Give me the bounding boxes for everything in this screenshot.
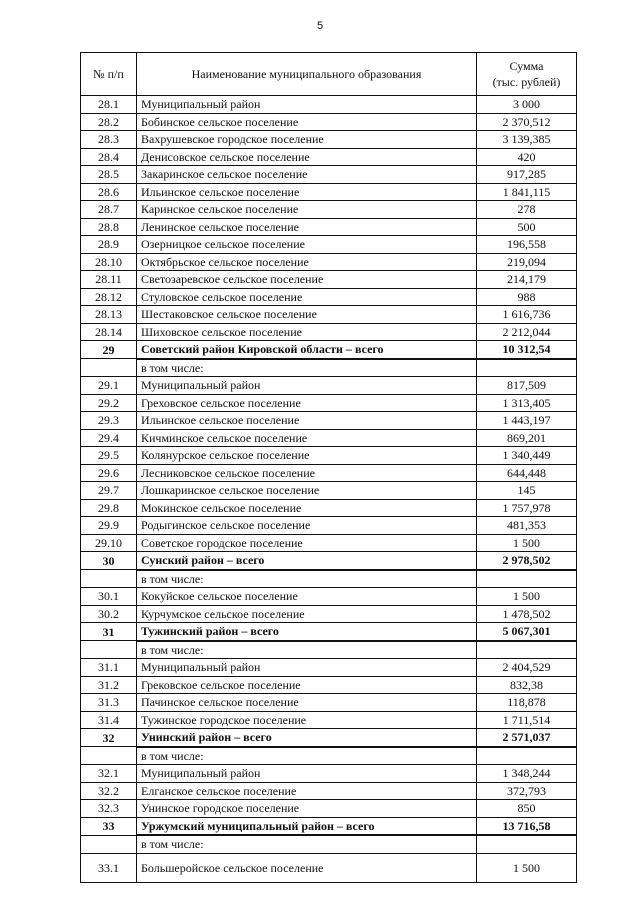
table-row	[81, 588, 577, 606]
row-sum: 420	[477, 148, 577, 166]
row-number: 28.13	[81, 306, 137, 324]
row-name: Каринское сельское поселение	[137, 201, 477, 219]
row-number: 31.2	[81, 676, 137, 694]
row-sum: 917,285	[477, 166, 577, 184]
row-sum: 2 571,037	[477, 729, 577, 747]
row-name: Шиховское сельское поселение	[137, 323, 477, 341]
row-name: Колянурское сельское поселение	[137, 447, 477, 465]
table-row	[81, 183, 577, 201]
table-row	[81, 676, 577, 694]
table-row	[81, 341, 577, 359]
header-sum	[477, 53, 577, 96]
row-sum	[477, 570, 577, 588]
row-name: Пачинское сельское поселение	[137, 694, 477, 712]
row-sum: 1 443,197	[477, 412, 577, 430]
row-sum: 372,793	[477, 782, 577, 800]
row-number: 28.3	[81, 131, 137, 149]
row-number: 28.11	[81, 271, 137, 289]
table-row	[81, 236, 577, 254]
header-num: № п/п	[81, 53, 137, 96]
row-name: в том числе:	[137, 570, 477, 588]
row-number: 28.12	[81, 288, 137, 306]
row-number: 28.10	[81, 253, 137, 271]
row-sum: 481,353	[477, 517, 577, 535]
table-row	[81, 623, 577, 641]
row-number: 28.9	[81, 236, 137, 254]
row-number: 28.8	[81, 218, 137, 236]
table-row	[81, 659, 577, 677]
row-name: Ленинское сельское поселение	[137, 218, 477, 236]
row-number: 28.6	[81, 183, 137, 201]
table-row	[81, 765, 577, 783]
table-row	[81, 641, 577, 659]
row-name: Муниципальный район	[137, 377, 477, 395]
row-sum: 500	[477, 218, 577, 236]
table-row	[81, 782, 577, 800]
table-row	[81, 113, 577, 131]
row-number: 32	[81, 729, 137, 747]
row-sum: 214,179	[477, 271, 577, 289]
row-sum: 1 478,502	[477, 605, 577, 623]
row-sum	[477, 359, 577, 377]
row-number: 31	[81, 623, 137, 641]
row-sum: 1 500	[477, 853, 577, 882]
header-sum-line1: Сумма	[509, 59, 544, 73]
row-name: Родыгинское сельское поселение	[137, 517, 477, 535]
row-number: 31.4	[81, 711, 137, 729]
row-sum: 1 313,405	[477, 394, 577, 412]
table-row	[81, 429, 577, 447]
row-sum: 219,094	[477, 253, 577, 271]
row-sum: 3 000	[477, 96, 577, 114]
row-name: Елганское сельское поселение	[137, 782, 477, 800]
row-sum: 13 716,58	[477, 817, 577, 835]
table-row	[81, 835, 577, 853]
row-sum: 5 067,301	[477, 623, 577, 641]
row-number: 32.2	[81, 782, 137, 800]
row-sum	[477, 747, 577, 765]
table-row	[81, 394, 577, 412]
row-number: 30.2	[81, 605, 137, 623]
row-sum	[477, 835, 577, 853]
row-number: 29.6	[81, 464, 137, 482]
row-number: 29.5	[81, 447, 137, 465]
row-sum: 1 757,978	[477, 499, 577, 517]
table-row	[81, 131, 577, 149]
table-row	[81, 517, 577, 535]
row-name: Мокинское сельское поселение	[137, 499, 477, 517]
table-row	[81, 218, 577, 236]
row-name: Озерницкое сельское поселение	[137, 236, 477, 254]
table-row	[81, 201, 577, 219]
table-row	[81, 499, 577, 517]
row-name: Советский район Кировской области – всего	[137, 341, 477, 359]
row-sum: 1 500	[477, 588, 577, 606]
row-name: Стуловское сельское поселение	[137, 288, 477, 306]
row-sum: 832,38	[477, 676, 577, 694]
row-number: 28.5	[81, 166, 137, 184]
table-row	[81, 552, 577, 570]
table-row	[81, 377, 577, 395]
row-number: 29.7	[81, 482, 137, 500]
row-sum: 1 348,244	[477, 765, 577, 783]
row-sum: 278	[477, 201, 577, 219]
row-number: 33.1	[81, 853, 137, 882]
row-sum: 2 404,529	[477, 659, 577, 677]
row-name: в том числе:	[137, 641, 477, 659]
row-sum: 1 711,514	[477, 711, 577, 729]
row-number: 28.14	[81, 323, 137, 341]
row-name: Ильинское сельское поселение	[137, 412, 477, 430]
row-name: Кокуйское сельское поселение	[137, 588, 477, 606]
row-number: 29	[81, 341, 137, 359]
table-row	[81, 447, 577, 465]
row-number: 31.3	[81, 694, 137, 712]
row-name: в том числе:	[137, 835, 477, 853]
row-sum: 196,558	[477, 236, 577, 254]
row-number	[81, 570, 137, 588]
header-sum-line2: (тыс. рублей)	[492, 75, 561, 89]
table-row	[81, 148, 577, 166]
header-name: Наименование муниципального образования	[137, 53, 477, 96]
row-number	[81, 641, 137, 659]
table-row	[81, 412, 577, 430]
row-number: 28.7	[81, 201, 137, 219]
row-number: 33	[81, 817, 137, 835]
row-name: Тужинское городское поселение	[137, 711, 477, 729]
row-sum: 869,201	[477, 429, 577, 447]
row-name: Унинское городское поселение	[137, 800, 477, 818]
row-name: Кичминское сельское поселение	[137, 429, 477, 447]
row-number: 29.8	[81, 499, 137, 517]
row-number: 31.1	[81, 659, 137, 677]
row-number	[81, 747, 137, 765]
row-name: Шестаковское сельское поселение	[137, 306, 477, 324]
row-number: 29.1	[81, 377, 137, 395]
table-header-row	[81, 53, 577, 96]
row-name: Унинский район – всего	[137, 729, 477, 747]
row-name: Уржумский муниципальный район – всего	[137, 817, 477, 835]
row-sum: 1 500	[477, 534, 577, 552]
row-number	[81, 359, 137, 377]
row-name: Курчумское сельское поселение	[137, 605, 477, 623]
row-number: 32.3	[81, 800, 137, 818]
row-number: 29.3	[81, 412, 137, 430]
row-number: 28.4	[81, 148, 137, 166]
row-number: 28.2	[81, 113, 137, 131]
table-row	[81, 96, 577, 114]
row-name: в том числе:	[137, 359, 477, 377]
table-row	[81, 853, 577, 882]
row-name: Октябрьское сельское поселение	[137, 253, 477, 271]
row-sum: 118,878	[477, 694, 577, 712]
row-name: Советское городское поселение	[137, 534, 477, 552]
row-number: 29.4	[81, 429, 137, 447]
table-row	[81, 694, 577, 712]
row-number: 29.2	[81, 394, 137, 412]
table-row	[81, 464, 577, 482]
row-sum: 817,509	[477, 377, 577, 395]
table-row	[81, 800, 577, 818]
table-row	[81, 534, 577, 552]
row-sum: 1 616,736	[477, 306, 577, 324]
row-name: Сунский район – всего	[137, 552, 477, 570]
table-row	[81, 323, 577, 341]
table-row	[81, 288, 577, 306]
row-number	[81, 835, 137, 853]
row-name: Лесниковское сельское поселение	[137, 464, 477, 482]
row-name: Муниципальный район	[137, 96, 477, 114]
row-name: Бобинское сельское поселение	[137, 113, 477, 131]
table-row	[81, 359, 577, 377]
table-row	[81, 306, 577, 324]
row-number: 29.9	[81, 517, 137, 535]
row-sum: 988	[477, 288, 577, 306]
page-number: 5	[316, 20, 324, 32]
row-sum: 850	[477, 800, 577, 818]
row-number: 30	[81, 552, 137, 570]
row-name: в том числе:	[137, 747, 477, 765]
municipal-budget-table	[80, 52, 577, 883]
table-row	[81, 570, 577, 588]
table-row	[81, 817, 577, 835]
table-row	[81, 747, 577, 765]
row-number: 32.1	[81, 765, 137, 783]
table-body	[81, 96, 577, 883]
row-name: Муниципальный район	[137, 765, 477, 783]
row-name: Грековское сельское поселение	[137, 676, 477, 694]
table-row	[81, 166, 577, 184]
table-row	[81, 253, 577, 271]
row-sum: 1 340,449	[477, 447, 577, 465]
row-name: Ильинское сельское поселение	[137, 183, 477, 201]
table-row	[81, 729, 577, 747]
row-name: Вахрушевское городское поселение	[137, 131, 477, 149]
row-name: Большеройское сельское поселение	[137, 853, 477, 882]
row-sum: 2 370,512	[477, 113, 577, 131]
row-name: Греховское сельское поселение	[137, 394, 477, 412]
row-name: Лошкаринское сельское поселение	[137, 482, 477, 500]
row-name: Денисовское сельское поселение	[137, 148, 477, 166]
row-number: 30.1	[81, 588, 137, 606]
row-name: Тужинский район – всего	[137, 623, 477, 641]
row-name: Закаринское сельское поселение	[137, 166, 477, 184]
row-name: Муниципальный район	[137, 659, 477, 677]
row-sum: 10 312,54	[477, 341, 577, 359]
row-name: Светозаревское сельское поселение	[137, 271, 477, 289]
row-sum: 2 212,044	[477, 323, 577, 341]
row-number: 29.10	[81, 534, 137, 552]
row-sum: 1 841,115	[477, 183, 577, 201]
row-sum: 3 139,385	[477, 131, 577, 149]
row-sum: 145	[477, 482, 577, 500]
table-row	[81, 271, 577, 289]
table-row	[81, 711, 577, 729]
row-sum: 644,448	[477, 464, 577, 482]
table-row	[81, 482, 577, 500]
table-row	[81, 605, 577, 623]
row-number: 28.1	[81, 96, 137, 114]
row-sum	[477, 641, 577, 659]
row-sum: 2 978,502	[477, 552, 577, 570]
